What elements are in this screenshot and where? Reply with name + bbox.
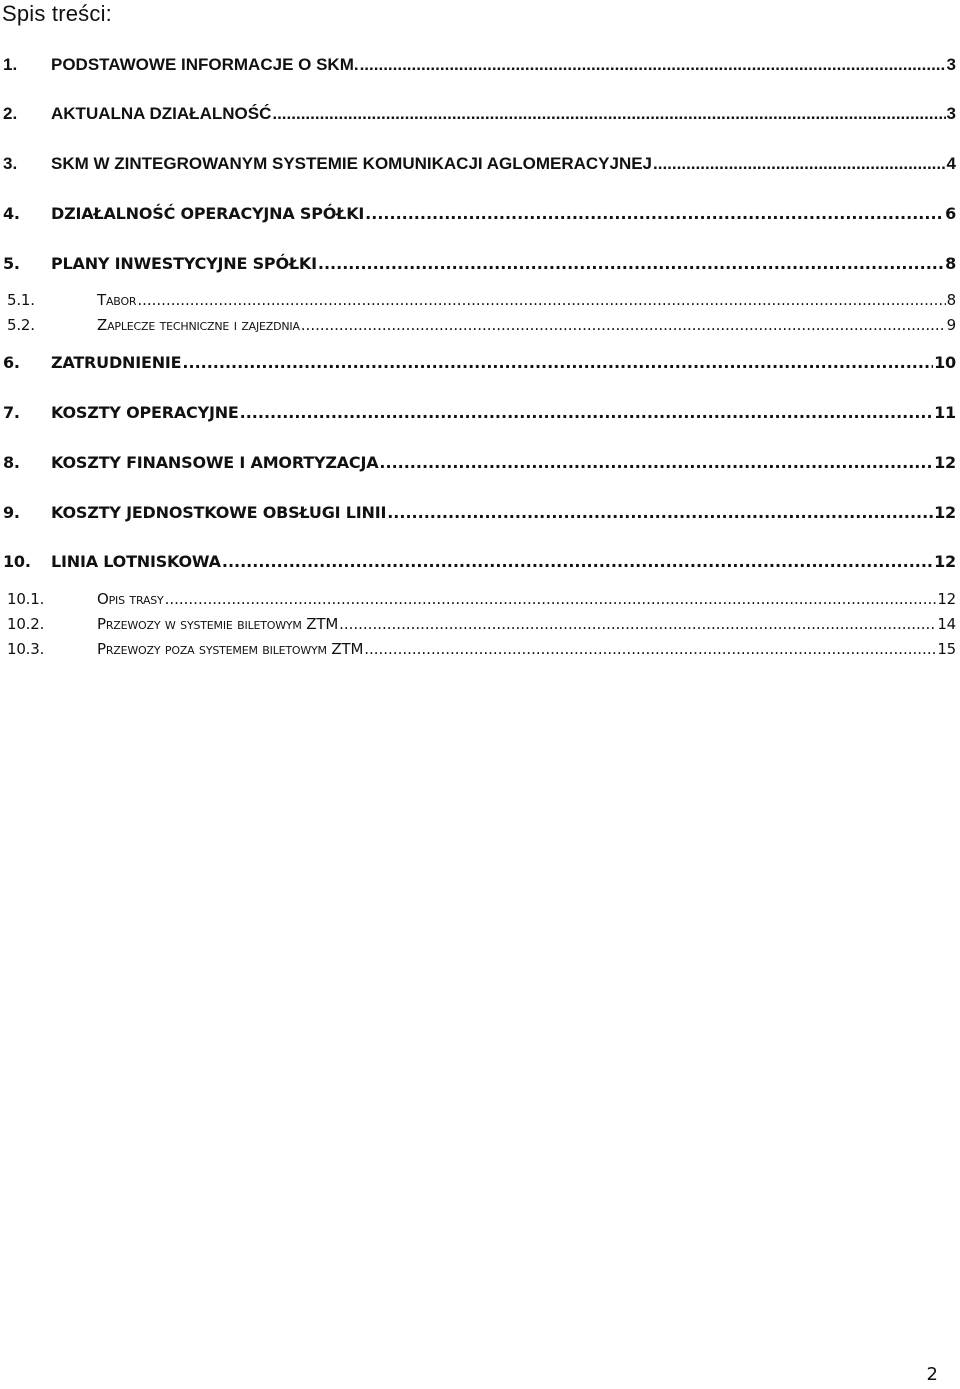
toc-entry-6[interactable] — [3, 353, 960, 372]
toc-entry-2[interactable] — [3, 104, 960, 124]
dot-leader — [137, 291, 945, 309]
toc-entry-number: 9. — [3, 503, 20, 522]
dot-leader — [165, 590, 937, 608]
toc-entry-page: 3 — [946, 55, 956, 74]
toc-entry-9[interactable] — [3, 503, 960, 522]
toc-entry-page: 10 — [934, 353, 956, 372]
dot-leader — [272, 104, 945, 124]
toc-entry-label: Opis trasy — [97, 590, 164, 608]
toc-entry-5-2[interactable] — [3, 316, 960, 334]
toc-entry-number: 5.1. — [7, 291, 35, 309]
toc-entry-page: 8 — [946, 291, 956, 309]
toc-entry-number: 5. — [3, 254, 20, 273]
toc-entry-label: DZIAŁALNOŚĆ OPERACYJNA SPÓŁKI — [51, 204, 365, 223]
dot-leader — [365, 204, 944, 223]
toc-entry-label: Przewozy w systemie biletowym ZTM — [97, 615, 339, 633]
toc-entry-page: 12 — [934, 503, 956, 522]
toc-entry-number: 10.1. — [7, 590, 45, 608]
dot-leader — [318, 254, 944, 273]
toc-entry-label: Przewozy poza systemem biletowym ZTM — [97, 640, 364, 658]
toc-entry-page: 12 — [937, 590, 956, 608]
toc-entry-10-1[interactable] — [3, 590, 960, 608]
dot-leader — [301, 316, 946, 334]
toc-entry-10-3[interactable] — [3, 640, 960, 658]
toc-entry-label: AKTUALNA DZIAŁALNOŚĆ — [51, 104, 272, 123]
toc-entry-number: 10.3. — [7, 640, 45, 658]
toc-entry-label: Zaplecze techniczne i zajezdnia — [97, 316, 300, 334]
dot-leader — [364, 640, 936, 658]
toc-entry-label: ZATRUDNIENIE — [51, 353, 182, 372]
toc-entry-number: 2. — [3, 104, 18, 123]
toc-entry-label: KOSZTY FINANSOWE I AMORTYZACJA — [51, 453, 379, 472]
toc-entry-page: 11 — [934, 403, 956, 422]
toc-entry-number: 1. — [3, 55, 18, 74]
toc-entry-number: 10. — [3, 552, 31, 571]
toc-entry-5[interactable] — [3, 254, 960, 273]
toc-entry-label: KOSZTY OPERACYJNE — [51, 403, 239, 422]
toc-title: Spis treści: — [2, 1, 112, 26]
toc-entry-8[interactable] — [3, 453, 960, 472]
toc-entry-page: 12 — [934, 552, 956, 571]
toc-entry-label: LINIA LOTNISKOWA — [51, 552, 221, 571]
toc-entry-1[interactable] — [3, 55, 960, 75]
toc-entry-number: 7. — [3, 403, 20, 422]
page-number: 2 — [926, 1364, 938, 1385]
toc-entry-page: 6 — [945, 204, 956, 223]
toc-entry-page: 15 — [937, 640, 956, 658]
toc-entry-page: 3 — [946, 104, 956, 123]
toc-entry-page: 14 — [937, 615, 956, 633]
toc-entry-page: 8 — [945, 254, 956, 273]
toc-entry-label: Tabor — [97, 291, 137, 309]
dot-leader — [387, 503, 933, 522]
toc-entry-label: SKM W ZINTEGROWANYM SYSTEMIE KOMUNIKACJI AGLOMERACYJNEJ — [51, 154, 653, 173]
toc-entry-label: KOSZTY JEDNOSTKOWE OBSŁUGI LINII — [51, 503, 387, 522]
toc-entry-number: 4. — [3, 204, 20, 223]
toc-entry-page: 4 — [946, 154, 956, 173]
toc-entry-5-1[interactable] — [3, 291, 960, 309]
dot-leader — [360, 55, 946, 75]
dot-leader — [182, 353, 933, 372]
toc-entry-4[interactable] — [3, 204, 960, 223]
dot-leader — [222, 552, 933, 571]
dot-leader — [379, 453, 933, 472]
toc-entry-3[interactable] — [3, 154, 960, 174]
toc-entry-number: 8. — [3, 453, 20, 472]
toc-entry-page: 9 — [946, 316, 956, 334]
toc-entry-10-2[interactable] — [3, 615, 960, 633]
toc-entry-number: 3. — [3, 154, 18, 173]
toc-entry-number: 6. — [3, 353, 20, 372]
dot-leader — [240, 403, 933, 422]
toc-entry-label: PLANY INWESTYCYJNE SPÓŁKI — [51, 254, 317, 273]
toc-entry-10[interactable] — [3, 552, 960, 571]
dot-leader — [653, 154, 946, 174]
toc-entry-7[interactable] — [3, 403, 960, 422]
toc-entry-number: 5.2. — [7, 316, 35, 334]
dot-leader — [339, 615, 936, 633]
toc-entry-label: PODSTAWOWE INFORMACJE O SKM. — [51, 55, 359, 74]
toc-entry-page: 12 — [934, 453, 956, 472]
toc-entry-number: 10.2. — [7, 615, 45, 633]
